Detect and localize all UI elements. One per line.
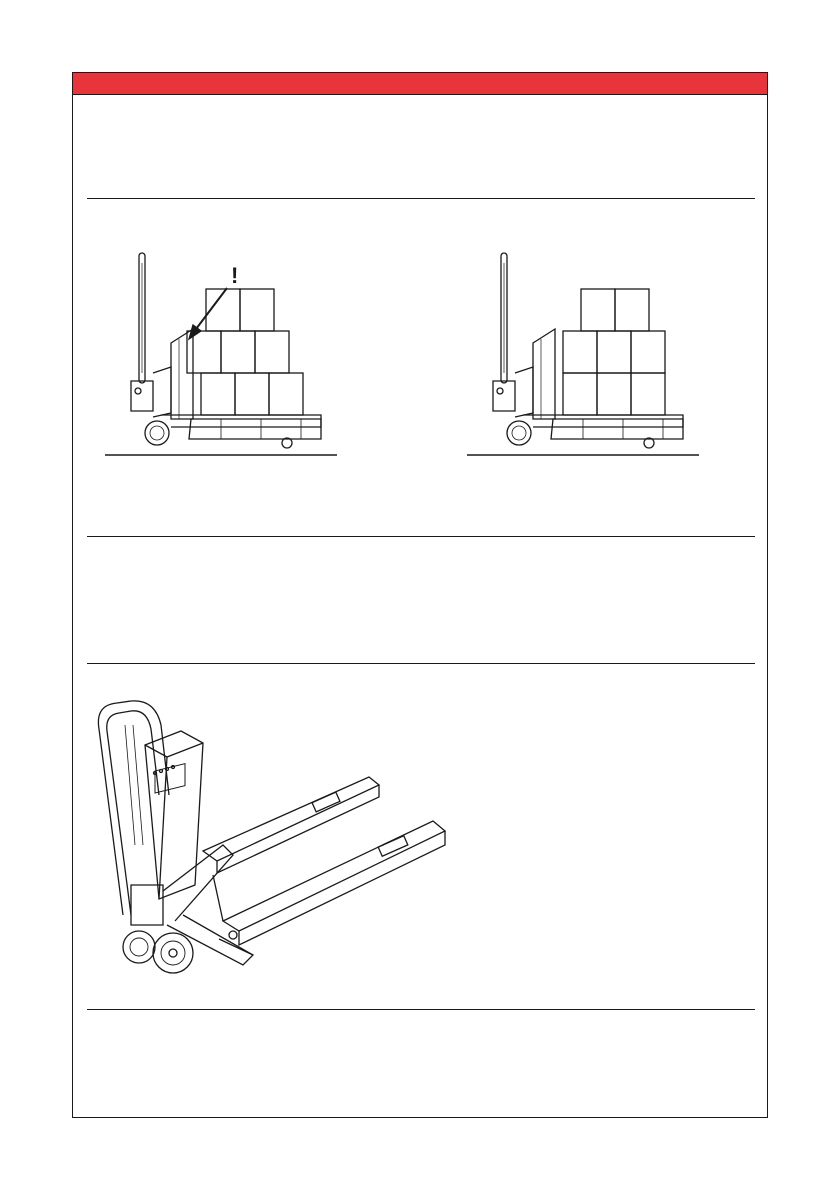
section-divider xyxy=(87,536,755,537)
pallet-truck-scale-icon xyxy=(83,685,463,975)
warning-mark: ! xyxy=(231,263,239,288)
section-divider xyxy=(87,1009,755,1010)
warning-banner xyxy=(73,73,767,95)
section-divider xyxy=(87,663,755,664)
correct-load-figure xyxy=(463,243,713,463)
warning-arrow-icon xyxy=(193,288,227,333)
pallet-truck-figure xyxy=(83,685,463,975)
page-frame xyxy=(72,72,768,1118)
section-divider xyxy=(87,198,755,199)
incorrect-load-figure xyxy=(101,243,351,463)
